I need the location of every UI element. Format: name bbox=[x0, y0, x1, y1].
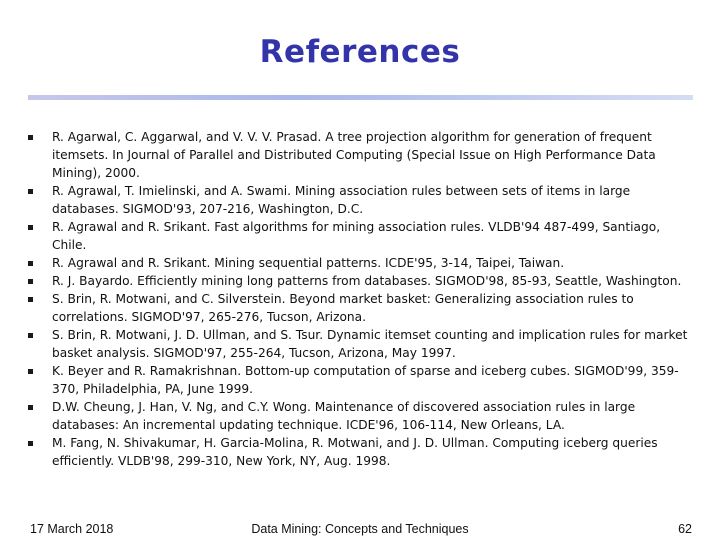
reference-item bbox=[28, 290, 698, 326]
reference-text: R. Agrawal and R. Srikant. Fast algorithms for mining association rules. VLDB'94 487-499, Santiago, Chile. bbox=[52, 220, 661, 252]
reference-item bbox=[28, 362, 698, 398]
page-number: 62 bbox=[678, 522, 692, 536]
reference-item bbox=[28, 218, 698, 254]
square-bullet-icon bbox=[28, 135, 33, 140]
square-bullet-icon bbox=[28, 441, 33, 446]
square-bullet-icon bbox=[28, 369, 33, 374]
reference-text: R. J. Bayardo. Efficiently mining long patterns from databases. SIGMOD'98, 85-93, Seattle, Washington. bbox=[52, 274, 682, 288]
reference-text: R. Agrawal, T. Imielinski, and A. Swami. Mining association rules between sets of items in large databases. SIGMOD'93, 207-216, Washington, D.C. bbox=[52, 184, 631, 216]
reference-text: M. Fang, N. Shivakumar, H. Garcia-Molina, R. Motwani, and J. D. Ullman. Computing iceberg queries efficiently. VLDB'98, 299-310, New York, NY, Aug. 1998. bbox=[52, 436, 658, 468]
title-divider bbox=[28, 95, 693, 100]
footer-title: Data Mining: Concepts and Techniques bbox=[251, 522, 469, 536]
reference-item bbox=[28, 182, 698, 218]
reference-text: D.W. Cheung, J. Han, V. Ng, and C.Y. Wong. Maintenance of discovered association rules in large databases: An incremental updating technique. ICDE'96, 106-114, New Orleans, LA. bbox=[52, 400, 636, 432]
square-bullet-icon bbox=[28, 261, 33, 266]
reference-item bbox=[28, 272, 698, 290]
square-bullet-icon bbox=[28, 279, 33, 284]
slide-title: References bbox=[259, 34, 461, 70]
reference-text: K. Beyer and R. Ramakrishnan. Bottom-up computation of sparse and iceberg cubes. SIGMOD'99, 359-370, Philadelphia, PA, June 1999. bbox=[52, 364, 679, 396]
reference-item bbox=[28, 398, 698, 434]
footer-date: 17 March 2018 bbox=[30, 522, 114, 536]
reference-item bbox=[28, 434, 698, 470]
reference-list bbox=[28, 128, 698, 470]
reference-text: S. Brin, R. Motwani, J. D. Ullman, and S. Tsur. Dynamic itemset counting and implication rules for market basket analysis. SIGMOD'97, 255-264, Tucson, Arizona, May 1997. bbox=[52, 328, 688, 360]
reference-item bbox=[28, 254, 698, 272]
reference-text: R. Agrawal and R. Srikant. Mining sequential patterns. ICDE'95, 3-14, Taipei, Taiwan. bbox=[52, 256, 565, 270]
reference-text: R. Agarwal, C. Aggarwal, and V. V. V. Prasad. A tree projection algorithm for generation of frequent itemsets. In Journal of Parallel and Distributed Computing (Special Issue on High Performance Data Mining), 2000. bbox=[52, 130, 656, 180]
square-bullet-icon bbox=[28, 189, 33, 194]
square-bullet-icon bbox=[28, 405, 33, 410]
square-bullet-icon bbox=[28, 225, 33, 230]
square-bullet-icon bbox=[28, 333, 33, 338]
reference-text: S. Brin, R. Motwani, and C. Silverstein. Beyond market basket: Generalizing association rules to correlations. SIGMOD'97, 265-276, Tucson, Arizona. bbox=[52, 292, 634, 324]
reference-item bbox=[28, 128, 698, 182]
reference-item bbox=[28, 326, 698, 362]
square-bullet-icon bbox=[28, 297, 33, 302]
